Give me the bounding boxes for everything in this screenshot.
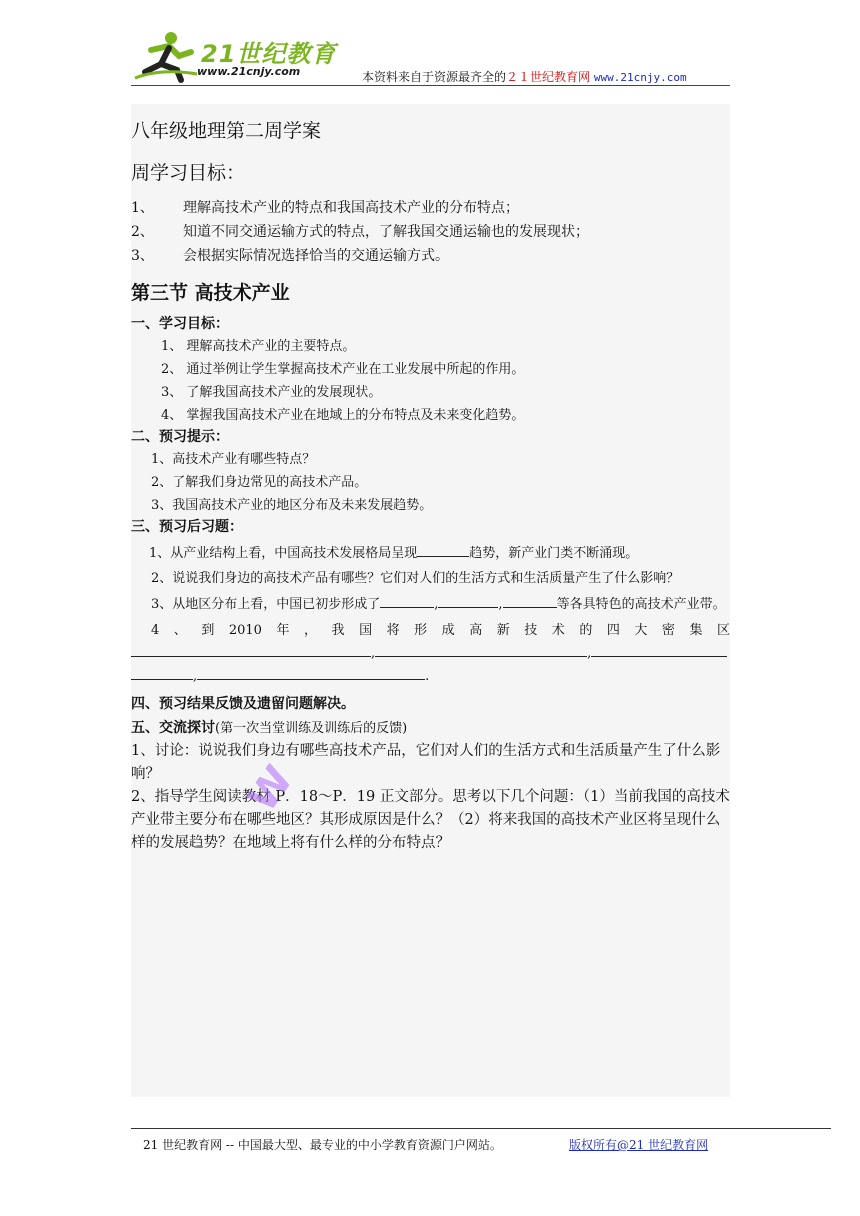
answer-blank[interactable] (131, 642, 371, 657)
weekly-goals-list (131, 196, 730, 268)
svg-text:W: W (239, 757, 303, 820)
question-1: 1、从产业结构上看，中国高技术发展格局呈现 趋势，新产业门类不断涌现。 (131, 542, 730, 565)
answer-blank[interactable] (503, 593, 557, 608)
document-body (131, 104, 730, 855)
answer-blank[interactable] (380, 593, 434, 608)
part1-list (131, 335, 730, 427)
header-divider (131, 85, 730, 86)
part3-heading: 三、预习后习题： (131, 519, 243, 535)
page-header (131, 28, 730, 86)
part1-heading: 一、学习目标： (131, 316, 229, 332)
page-title: 八年级地理第二周学案 (131, 120, 322, 142)
part5-note: (第一次当堂训练及训练后的反馈) (215, 721, 408, 736)
list-item: 1、 理解高技术产业的主要特点。 (161, 339, 356, 354)
weekly-goals-heading: 周学习目标： (131, 162, 246, 184)
list-item: 2、了解我们身边常见的高技术产品。 (151, 475, 368, 490)
discussion-item-1: 1、讨论：说说我们身边有哪些高技术产品，它们对人们的生活方式和生活质量产生了什么影响？ (131, 743, 721, 782)
part2-heading: 二、预习提示： (131, 429, 229, 445)
question-4-blanks-2: , . (131, 665, 730, 688)
header-note-prefix: 本资料来自于资源最齐全的 (362, 70, 507, 84)
answer-blank[interactable] (438, 593, 498, 608)
answer-blank[interactable] (417, 542, 469, 557)
section-title: 第三节 高技术产业 (131, 282, 290, 304)
part5-heading: 五、交流探讨 (131, 720, 215, 736)
discussion-item-2: 2、指导学生阅读教材 P．18～P．19 正文部分。思考以下几个问题：（1）当前我国的高技术产业带主要分布在哪些地区？其形成原因是什么？（2）将来我国的高技术产业区将呈现什么样的发展趋势？在地域上将有什么样的分布特点？ (131, 789, 730, 851)
list-item: 1、高技术产业有哪些特点？ (151, 452, 316, 467)
question-3: 3、从地区分布上看，中国已初步形成了 , , 等各具特色的高技术产业带。 (131, 593, 730, 616)
runner-logo-icon (131, 28, 201, 84)
footer-text: 21 世纪教育网 -- 中国最大型、最专业的中小学教育资源门户网站。 (143, 1138, 502, 1152)
answer-blank[interactable] (375, 642, 587, 657)
weekly-goal-item: 3、 会根据实际情况选择恰当的交通运输方式。 (131, 248, 449, 264)
weekly-goal-item: 1、 理解高技术产业的特点和我国高技术产业的分布特点； (131, 200, 519, 216)
part5-heading-line (131, 715, 730, 740)
weekly-goal-item: 2、 知道不同交通运输方式的特点，了解我国交通运输也的发展现状； (131, 224, 589, 240)
list-item: 4、 掌握我国高技术产业在地域上的分布特点及未来变化趋势。 (161, 408, 525, 423)
logo-url: www.21cnjy.com (197, 65, 301, 78)
answer-blank[interactable] (197, 665, 425, 680)
copyright-link[interactable]: 版权所有@21 世纪教育网 (569, 1138, 709, 1152)
question-4-blanks: , , (131, 642, 730, 665)
header-note-site: ２１世纪教育网 (506, 70, 591, 84)
answer-blank[interactable] (131, 665, 193, 680)
part4-heading: 四、预习结果反馈及遗留问题解决。 (131, 696, 355, 712)
question-2: 2、说说我们身边的高技术产品有哪些？它们对人们的生活方式和生活质量产生了什么影响？ (151, 571, 680, 586)
logo-text: 21世纪教育 (201, 40, 337, 68)
watermark-icon (235, 735, 310, 820)
header-note (362, 68, 687, 85)
question-4: 4 、 到 2010 年 ， 我 国 将 形 成 高 新 技 术 的 四 大 密 集 区 (151, 623, 730, 638)
logo (131, 28, 351, 84)
list-item: 3、我国高技术产业的地区分布及未来发展趋势。 (151, 498, 433, 513)
list-item: 3、 了解我国高技术产业的发展现状。 (161, 385, 382, 400)
page-footer (143, 1136, 709, 1153)
part2-list (131, 448, 730, 517)
footer-divider (131, 1128, 831, 1129)
header-note-url[interactable]: www.21cnjy.com (593, 71, 687, 84)
list-item: 2、 通过举例让学生掌握高技术产业在工业发展中所起的作用。 (161, 362, 525, 377)
answer-blank[interactable] (591, 642, 727, 657)
